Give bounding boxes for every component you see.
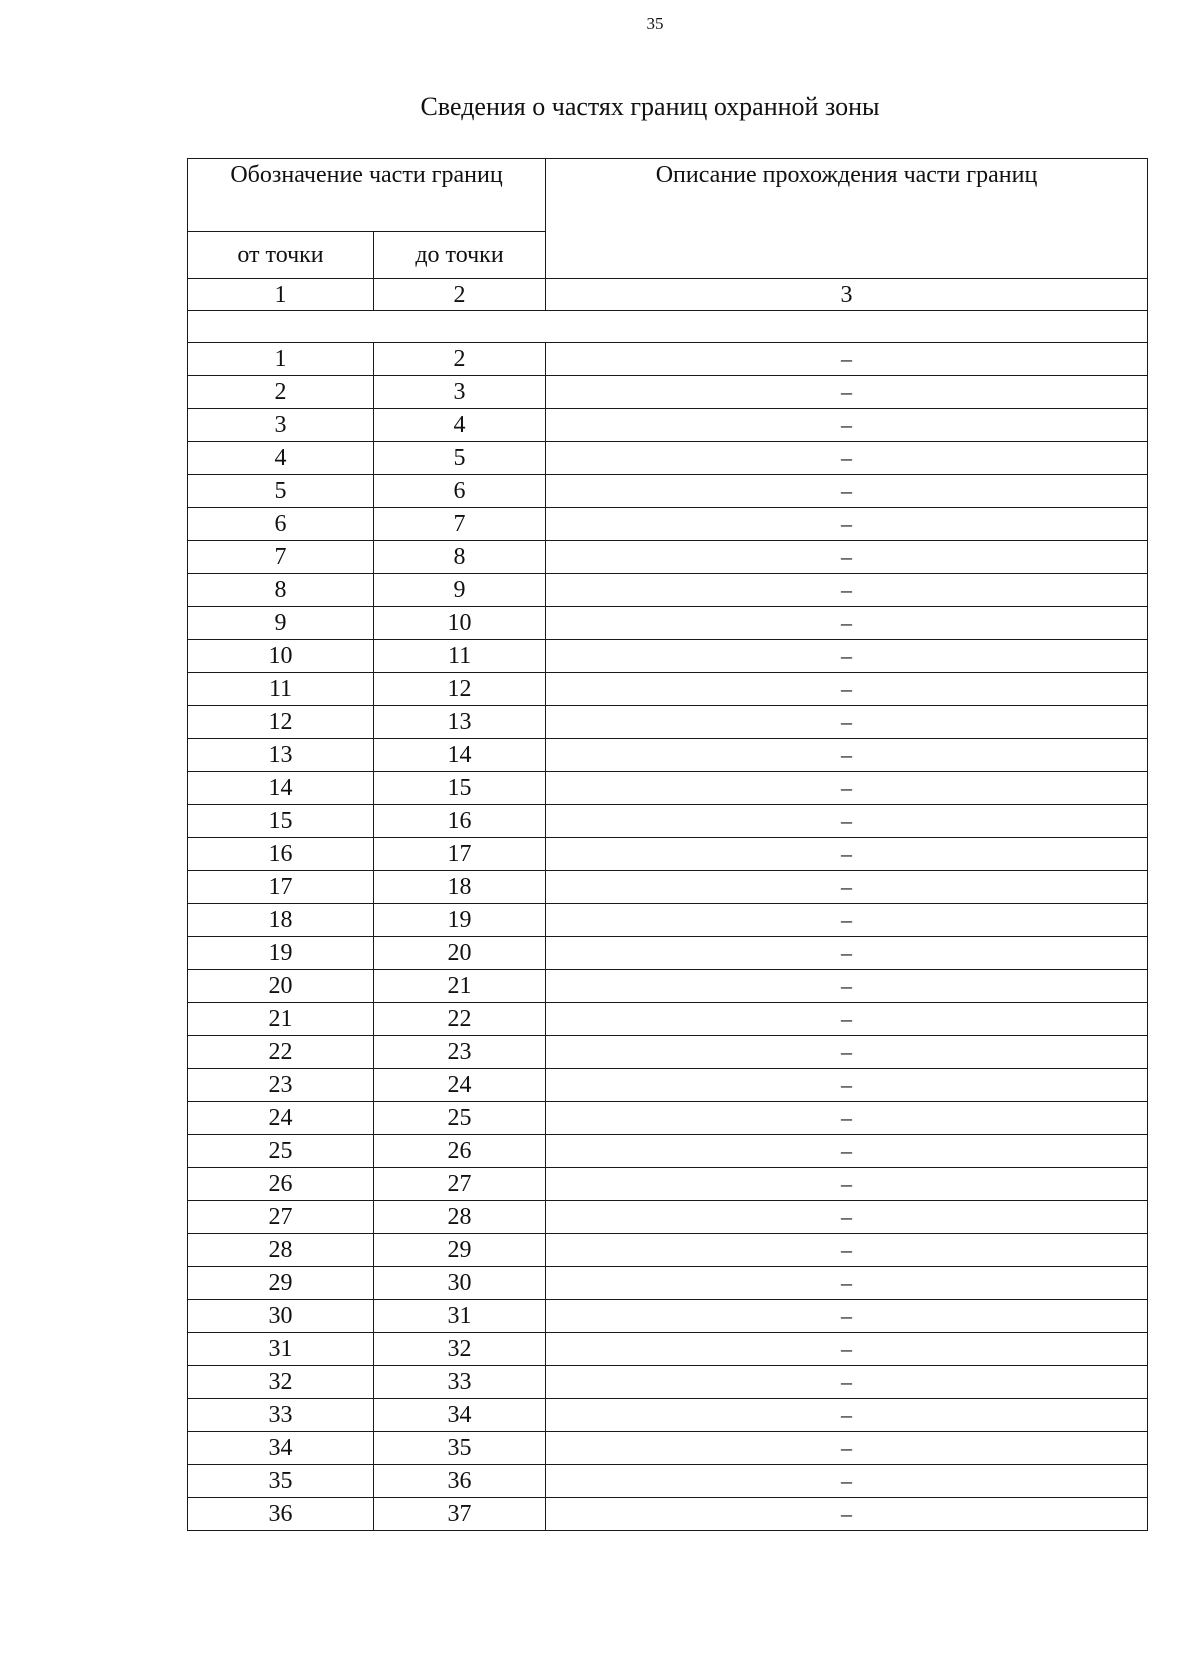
description-cell: –	[546, 904, 1148, 937]
table-row	[188, 1333, 1148, 1366]
table-row	[188, 673, 1148, 706]
from-point-cell: 1	[188, 343, 374, 376]
from-point-cell: 31	[188, 1333, 374, 1366]
column-numbers-row	[188, 279, 1148, 311]
table-row	[188, 574, 1148, 607]
table-row	[188, 1234, 1148, 1267]
to-point-cell: 12	[374, 673, 546, 706]
description-cell: –	[546, 1102, 1148, 1135]
table-row	[188, 343, 1148, 376]
to-point-cell: 15	[374, 772, 546, 805]
from-point-cell: 9	[188, 607, 374, 640]
description-cell: –	[546, 409, 1148, 442]
table-row	[188, 1465, 1148, 1498]
from-point-cell: 16	[188, 838, 374, 871]
column-number-3: 3	[546, 279, 1148, 311]
table-row	[188, 376, 1148, 409]
to-point-cell: 32	[374, 1333, 546, 1366]
to-point-cell: 2	[374, 343, 546, 376]
to-point-cell: 14	[374, 739, 546, 772]
from-point-cell: 35	[188, 1465, 374, 1498]
column-number-1: 1	[188, 279, 374, 311]
table-row	[188, 1168, 1148, 1201]
description-cell: –	[546, 1234, 1148, 1267]
description-cell: –	[546, 607, 1148, 640]
from-point-cell: 5	[188, 475, 374, 508]
to-point-cell: 19	[374, 904, 546, 937]
from-point-cell: 21	[188, 1003, 374, 1036]
description-cell: –	[546, 1036, 1148, 1069]
description-cell: –	[546, 871, 1148, 904]
table-row	[188, 1267, 1148, 1300]
description-cell: –	[546, 1135, 1148, 1168]
to-point-cell: 16	[374, 805, 546, 838]
to-point-cell: 21	[374, 970, 546, 1003]
to-point-cell: 24	[374, 1069, 546, 1102]
page-number: 35	[646, 14, 664, 33]
to-point-cell: 8	[374, 541, 546, 574]
description-cell: –	[546, 541, 1148, 574]
from-point-cell: 12	[188, 706, 374, 739]
table-row	[188, 541, 1148, 574]
to-point-cell: 6	[374, 475, 546, 508]
table-row	[188, 640, 1148, 673]
to-point-cell: 23	[374, 1036, 546, 1069]
description-cell: –	[546, 343, 1148, 376]
page-title: Сведения о частях границ охранной зоны	[420, 92, 880, 121]
description-cell: –	[546, 706, 1148, 739]
from-point-cell: 4	[188, 442, 374, 475]
header-to-point: до точки	[374, 232, 546, 279]
table-body	[188, 159, 1148, 1531]
from-point-cell: 26	[188, 1168, 374, 1201]
from-point-cell: 29	[188, 1267, 374, 1300]
from-point-cell: 13	[188, 739, 374, 772]
to-point-cell: 10	[374, 607, 546, 640]
from-point-cell: 8	[188, 574, 374, 607]
description-cell: –	[546, 805, 1148, 838]
from-point-cell: 19	[188, 937, 374, 970]
to-point-cell: 30	[374, 1267, 546, 1300]
description-cell: –	[546, 1003, 1148, 1036]
from-point-cell: 17	[188, 871, 374, 904]
description-cell: –	[546, 739, 1148, 772]
description-cell: –	[546, 838, 1148, 871]
description-cell: –	[546, 1168, 1148, 1201]
empty-cell	[188, 311, 1148, 343]
from-point-cell: 22	[188, 1036, 374, 1069]
description-cell: –	[546, 442, 1148, 475]
table-row	[188, 1366, 1148, 1399]
table-row	[188, 607, 1148, 640]
from-point-cell: 32	[188, 1366, 374, 1399]
description-cell: –	[546, 1069, 1148, 1102]
column-number-2: 2	[374, 279, 546, 311]
from-point-cell: 30	[188, 1300, 374, 1333]
from-point-cell: 36	[188, 1498, 374, 1531]
to-point-cell: 25	[374, 1102, 546, 1135]
table-row	[188, 1432, 1148, 1465]
to-point-cell: 3	[374, 376, 546, 409]
to-point-cell: 20	[374, 937, 546, 970]
to-point-cell: 29	[374, 1234, 546, 1267]
table-row	[188, 1201, 1148, 1234]
from-point-cell: 25	[188, 1135, 374, 1168]
table-row	[188, 1003, 1148, 1036]
from-point-cell: 33	[188, 1399, 374, 1432]
from-point-cell: 6	[188, 508, 374, 541]
from-point-cell: 14	[188, 772, 374, 805]
description-cell: –	[546, 376, 1148, 409]
description-cell: –	[546, 475, 1148, 508]
from-point-cell: 34	[188, 1432, 374, 1465]
description-cell: –	[546, 1366, 1148, 1399]
description-cell: –	[546, 1201, 1148, 1234]
to-point-cell: 5	[374, 442, 546, 475]
to-point-cell: 26	[374, 1135, 546, 1168]
table-row	[188, 442, 1148, 475]
to-point-cell: 13	[374, 706, 546, 739]
table-row	[188, 1102, 1148, 1135]
to-point-cell: 7	[374, 508, 546, 541]
from-point-cell: 11	[188, 673, 374, 706]
to-point-cell: 37	[374, 1498, 546, 1531]
description-cell: –	[546, 1498, 1148, 1531]
header-row	[188, 159, 1148, 232]
to-point-cell: 11	[374, 640, 546, 673]
from-point-cell: 20	[188, 970, 374, 1003]
to-point-cell: 18	[374, 871, 546, 904]
from-point-cell: 2	[188, 376, 374, 409]
description-cell: –	[546, 508, 1148, 541]
header-from-point: от точки	[188, 232, 374, 279]
table-row	[188, 1069, 1148, 1102]
description-cell: –	[546, 1432, 1148, 1465]
description-cell: –	[546, 1399, 1148, 1432]
table-row	[188, 706, 1148, 739]
to-point-cell: 28	[374, 1201, 546, 1234]
description-cell: –	[546, 1300, 1148, 1333]
description-cell: –	[546, 673, 1148, 706]
description-cell: –	[546, 640, 1148, 673]
table-row	[188, 508, 1148, 541]
table-row	[188, 970, 1148, 1003]
empty-separator-row	[188, 311, 1148, 343]
header-boundary-designation: Обозначение части границ	[188, 159, 546, 232]
from-point-cell: 23	[188, 1069, 374, 1102]
table-row	[188, 1300, 1148, 1333]
table-row	[188, 409, 1148, 442]
to-point-cell: 31	[374, 1300, 546, 1333]
from-point-cell: 24	[188, 1102, 374, 1135]
description-cell: –	[546, 970, 1148, 1003]
boundary-parts-table	[187, 158, 1148, 1531]
to-point-cell: 36	[374, 1465, 546, 1498]
table-row	[188, 475, 1148, 508]
to-point-cell: 4	[374, 409, 546, 442]
table-row	[188, 772, 1148, 805]
table-row	[188, 838, 1148, 871]
table-row	[188, 937, 1148, 970]
to-point-cell: 33	[374, 1366, 546, 1399]
to-point-cell: 35	[374, 1432, 546, 1465]
description-cell: –	[546, 772, 1148, 805]
description-cell: –	[546, 574, 1148, 607]
header-boundary-description: Описание прохождения части границ	[546, 159, 1148, 279]
from-point-cell: 15	[188, 805, 374, 838]
table-row	[188, 1399, 1148, 1432]
table-row	[188, 805, 1148, 838]
to-point-cell: 17	[374, 838, 546, 871]
description-cell: –	[546, 1333, 1148, 1366]
table-row	[188, 904, 1148, 937]
table-row	[188, 1036, 1148, 1069]
from-point-cell: 7	[188, 541, 374, 574]
to-point-cell: 22	[374, 1003, 546, 1036]
to-point-cell: 34	[374, 1399, 546, 1432]
table-row	[188, 739, 1148, 772]
from-point-cell: 3	[188, 409, 374, 442]
description-cell: –	[546, 937, 1148, 970]
description-cell: –	[546, 1267, 1148, 1300]
table-row	[188, 1135, 1148, 1168]
table-row	[188, 871, 1148, 904]
from-point-cell: 27	[188, 1201, 374, 1234]
description-cell: –	[546, 1465, 1148, 1498]
to-point-cell: 9	[374, 574, 546, 607]
from-point-cell: 10	[188, 640, 374, 673]
table-row	[188, 1498, 1148, 1531]
from-point-cell: 18	[188, 904, 374, 937]
from-point-cell: 28	[188, 1234, 374, 1267]
to-point-cell: 27	[374, 1168, 546, 1201]
